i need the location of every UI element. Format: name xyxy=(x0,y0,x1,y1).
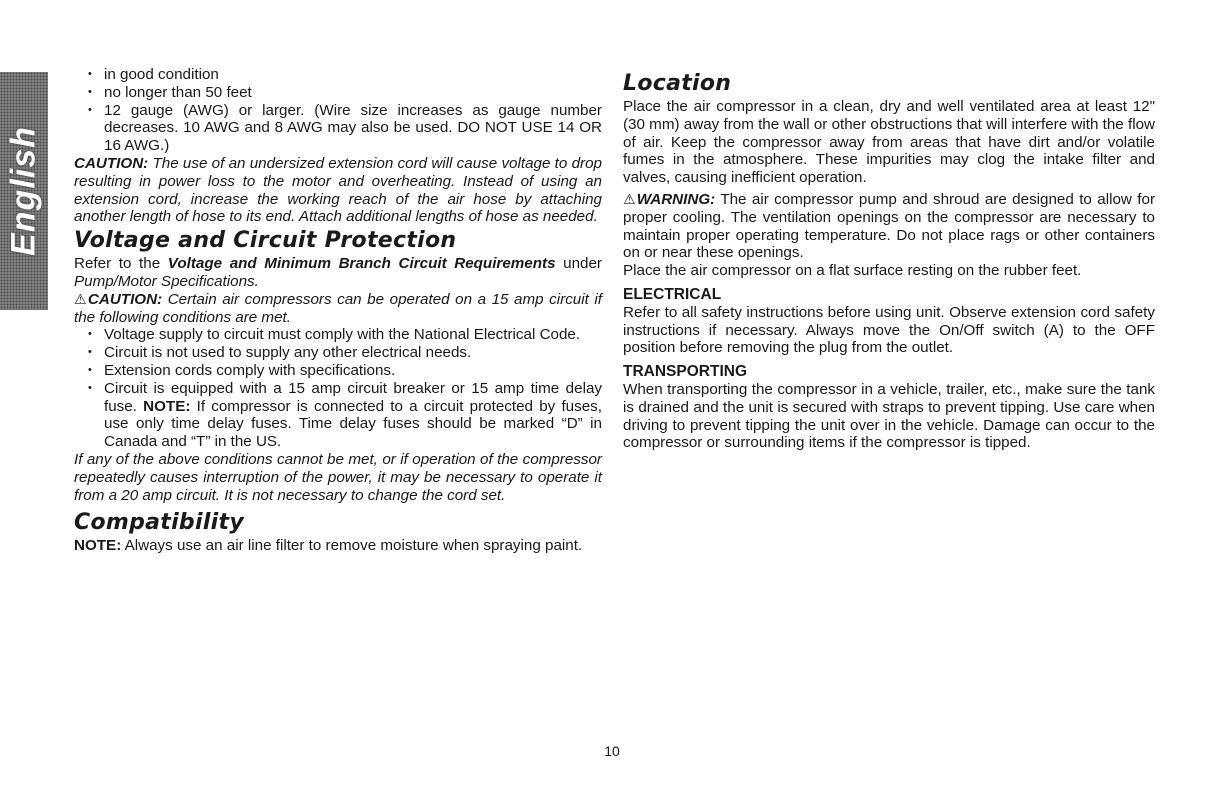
list-item xyxy=(104,380,602,451)
warning-paragraph xyxy=(623,191,1155,262)
right-column xyxy=(623,66,1155,452)
list-item: • 12 gauge (AWG) or larger. (Wire size increases as gauge number decreases. 10 AWG and 8 AWG may also be used. DO NOT USE 14 OR 16 AWG.) xyxy=(104,102,602,155)
warning-triangle-icon: ⚠ xyxy=(74,290,88,307)
note-label: NOTE: xyxy=(143,397,191,415)
warning-label: WARNING: xyxy=(636,190,716,208)
voltage-intro xyxy=(74,255,602,291)
voltage-intro-prefix: Refer to the xyxy=(74,255,168,273)
transporting-heading: TRANSPORTING xyxy=(623,363,747,381)
left-column xyxy=(74,66,602,555)
note-text: Always use an air line filter to remove moisture when spraying paint. xyxy=(121,537,583,555)
placement-paragraph: Place the air compressor on a flat surface resting on the rubber feet. xyxy=(623,262,1082,280)
location-paragraph: Place the air compressor in a clean, dry and well ventilated area at least 12" (30 mm) away from the wall or other obstructions that will interfere with the flow of air. Keep the compressor away from areas that have dirt and/or volatile fumes in the atmosphere. These impurities may clog the intake filter and valves, causing inefficient operation. xyxy=(623,98,1155,187)
page-number: 10 xyxy=(604,743,620,759)
list-item: • no longer than 50 feet xyxy=(104,84,602,102)
voltage-intro-reference: Voltage and Minimum Branch Circuit Requirements xyxy=(167,255,556,273)
voltage-heading: Voltage and Circuit Protection xyxy=(74,228,457,254)
list-item: • Circuit is not used to supply any other electrical needs. xyxy=(104,344,602,362)
language-tab xyxy=(0,72,48,310)
caution-extension-cord xyxy=(74,155,602,226)
compatibility-heading: Compatibility xyxy=(74,510,244,536)
list-item: • Extension cords comply with specifications. xyxy=(104,362,602,380)
voltage-intro-middle: under xyxy=(555,255,602,273)
warning-triangle-icon: ⚠ xyxy=(623,190,637,207)
list-item: • Voltage supply to circuit must comply with the National Electrical Code. xyxy=(104,326,602,344)
electrical-heading: ELECTRICAL xyxy=(623,285,722,303)
extension-cord-requirements xyxy=(74,66,602,155)
location-heading: Location xyxy=(623,71,732,96)
transporting-paragraph: When transporting the compressor in a vehicle, trailer, etc., make sure the tank is drained and the unit is secured with straps to prevent tipping. Use care when driving to prevent tipping the unit over in the vehicle. Damage can occur to the compressor or surrounding items if the compressor is tipped. xyxy=(623,380,1155,452)
caution-text: Certain air compressors can be operated on a 15 amp circuit if the following conditions are met. xyxy=(74,290,602,326)
list-item-text: Circuit is equipped with a 15 amp circuit breaker or 15 amp time delay fuse. xyxy=(104,379,602,415)
warning-text: The air compressor pump and shroud are designed to allow for proper cooling. The ventilation openings on the compressor are necessary to maintain proper operating temperature. Do not place rags or other containers on or near these openings. xyxy=(623,190,1155,262)
note-text: If compressor is connected to a circuit protected by fuses, use only time delay fuses. Time delay fuses should be marked “D” in Canada and “T” in the US. xyxy=(104,397,602,451)
caution-label: CAUTION: xyxy=(87,290,163,308)
fallback-paragraph: If any of the above conditions cannot be met, or if operation of the compressor repeatedly causes interruption of the power, it may be necessary to operate it from a 20 amp circuit. It is not necessary to change the cord set. xyxy=(74,450,602,504)
note-label: NOTE: xyxy=(74,537,122,555)
voltage-intro-spec: Pump/Motor Specifications. xyxy=(74,272,259,290)
circuit-conditions xyxy=(74,326,602,451)
electrical-paragraph: Refer to all safety instructions before using unit. Observe extension cord safety instructions if necessary. Always move the On/Off switch (A) to the OFF position before removing the plug from the outlet. xyxy=(623,303,1155,357)
compatibility-note xyxy=(74,537,602,555)
language-tab-label: English xyxy=(4,126,43,256)
list-item: • in good condition xyxy=(104,66,602,84)
caution-label: CAUTION: xyxy=(74,154,149,172)
caution-text: The use of an undersized extension cord will cause voltage to drop resulting in power loss to the motor and overheating. Instead of using an extension cord, increase the working reach of the air hose by attaching another length of hose to its end. Attach additional lengths of hose as needed. xyxy=(74,154,602,226)
caution-circuit xyxy=(74,291,602,327)
